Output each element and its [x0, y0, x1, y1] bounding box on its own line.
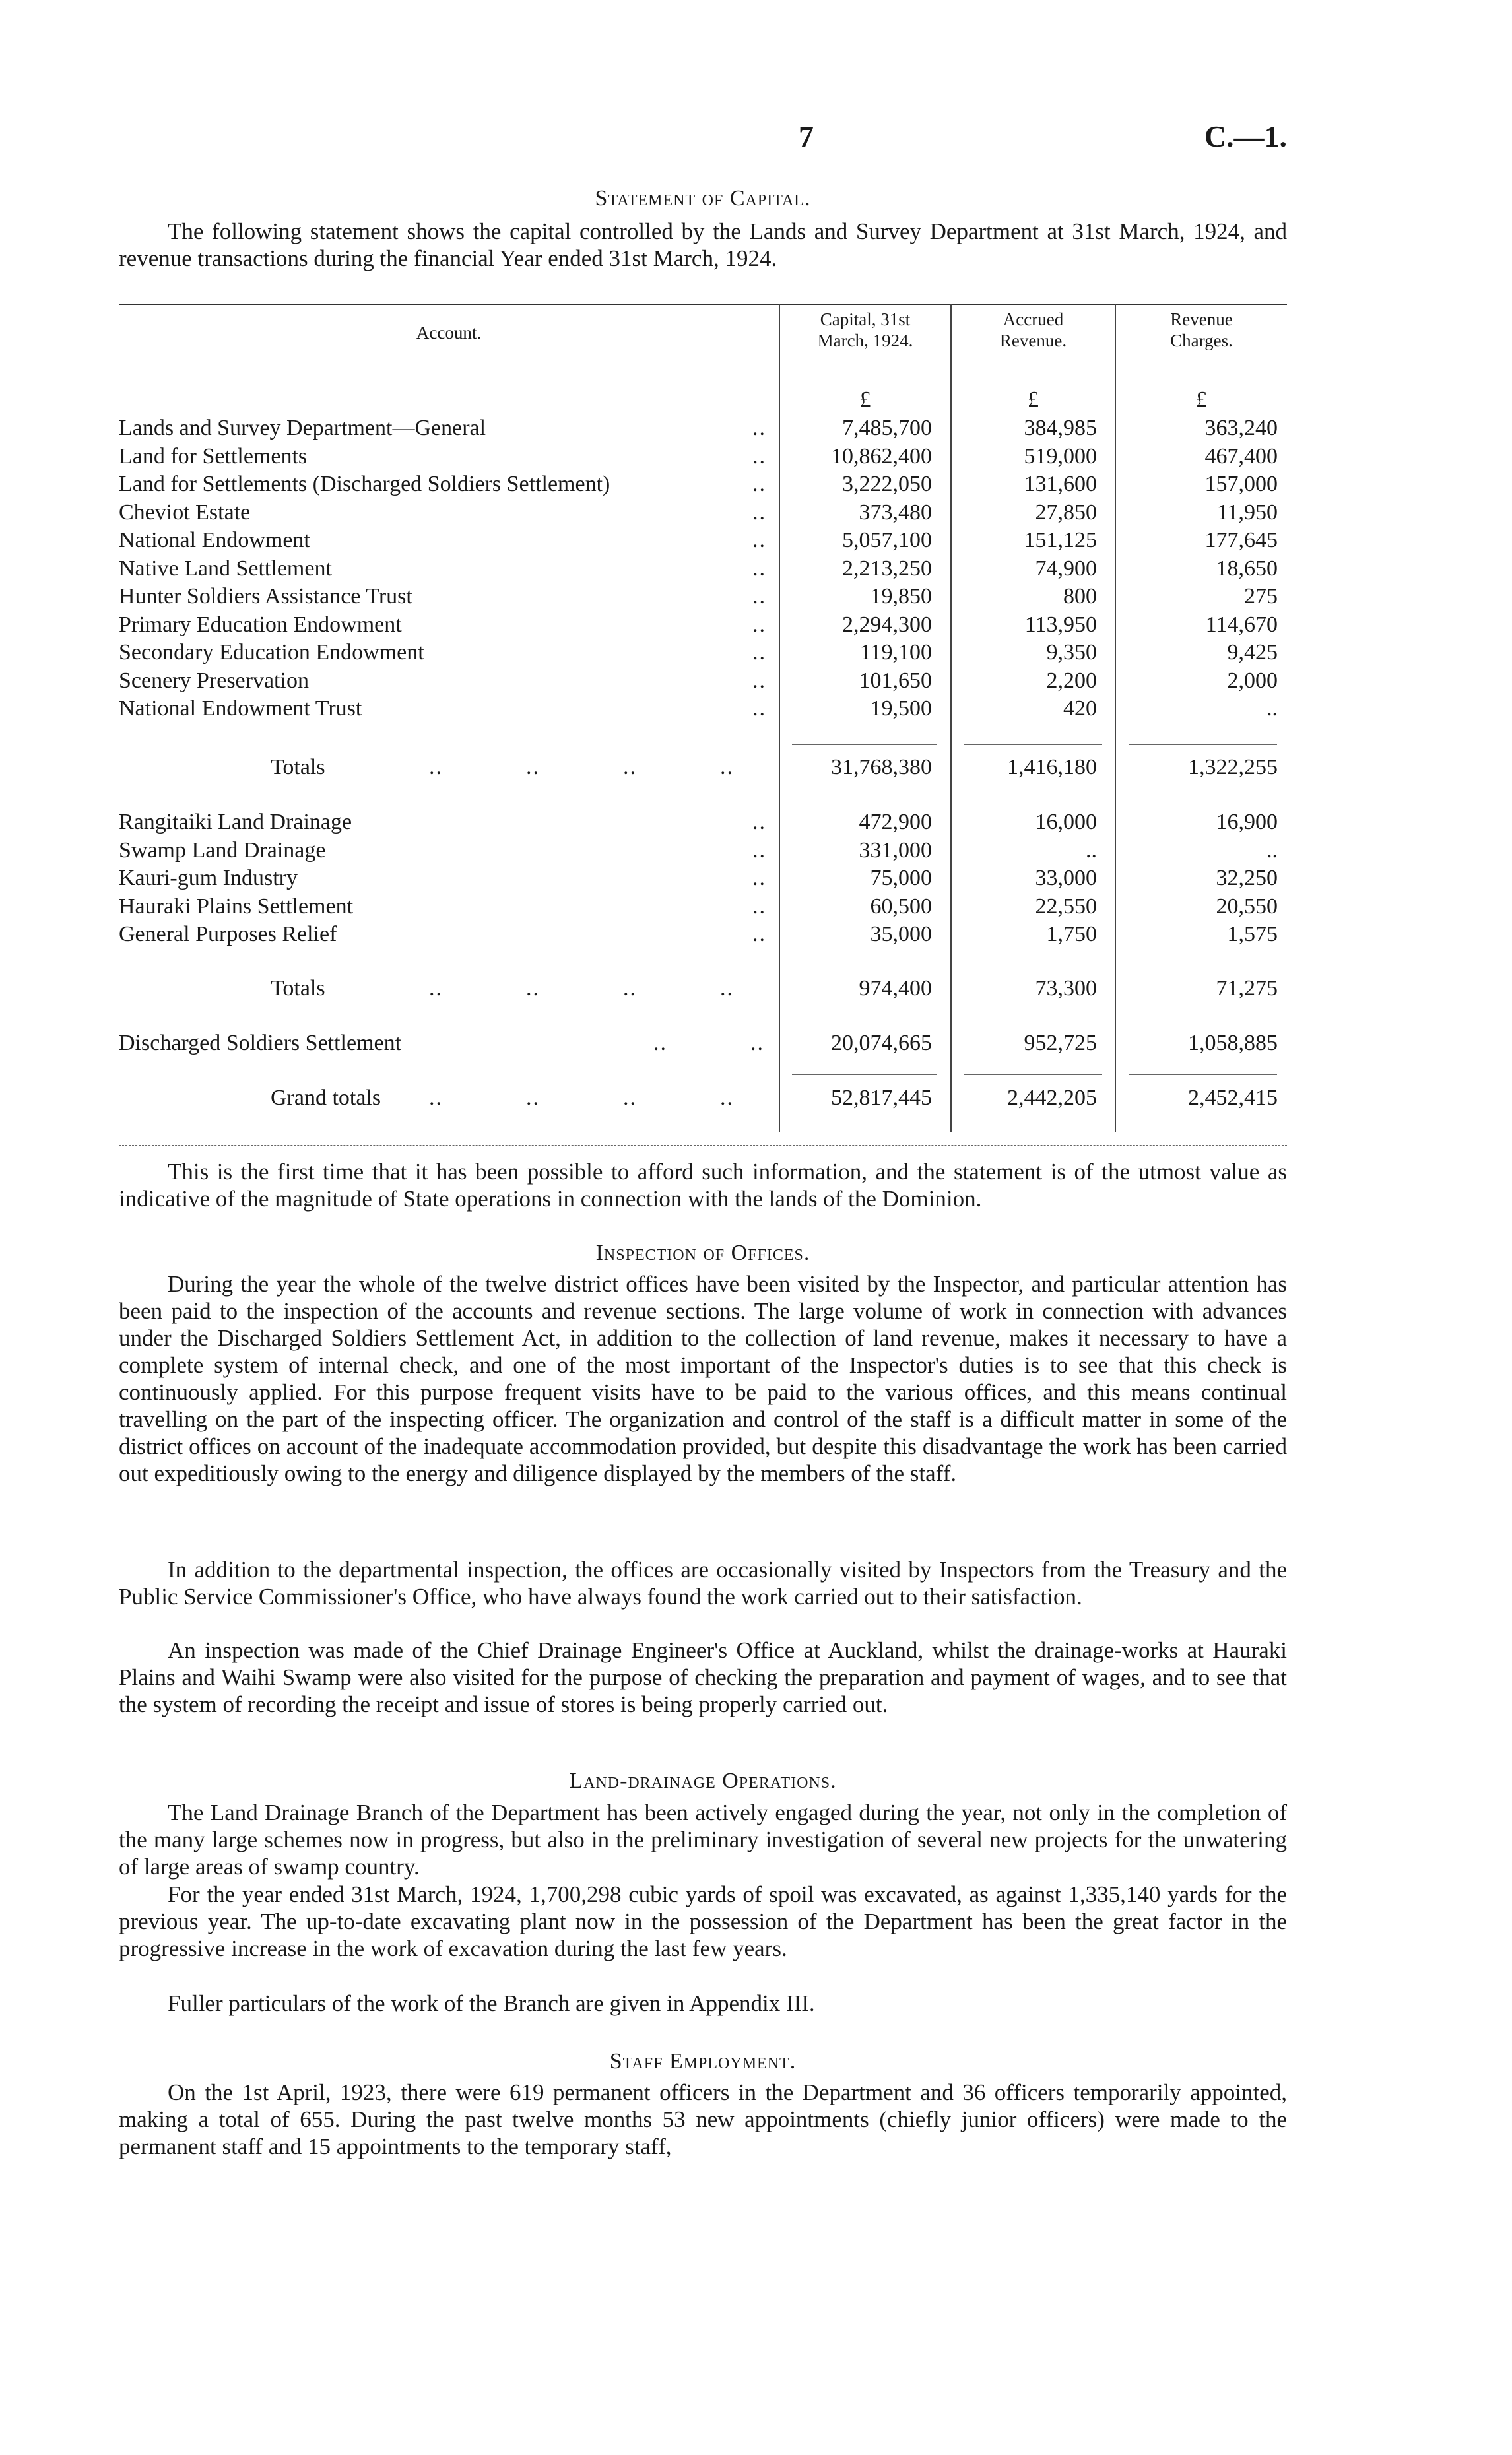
- leader-dots: ..: [752, 612, 766, 637]
- account-name: Land for Settlements (Discharged Soldiers Settlement): [119, 472, 610, 496]
- account-accrued: 131,600: [1024, 472, 1097, 496]
- leader-dots: ..: [752, 472, 766, 496]
- account-name: Cheviot Estate: [119, 500, 251, 525]
- account-accrued: 384,985: [1024, 416, 1097, 440]
- account-revenue: 11,950: [1216, 500, 1278, 525]
- account-name: Swamp Land Drainage: [119, 837, 326, 863]
- total2-revenue: 71,275: [1216, 976, 1278, 1000]
- grand-capital: 52,817,445: [831, 1086, 932, 1110]
- account-accrued: 22,550: [1035, 894, 1097, 919]
- account-revenue: 157,000: [1204, 472, 1278, 496]
- staff-p1: On the 1st April, 1923, there were 619 permanent officers in the Department and 36 officers temporarily appointed, making a total of 655. During the past twelve months 53 new appointments (chiefly junior officers) were made to the permanent staff and 15 appointments to the temporary staff,: [119, 2079, 1287, 2159]
- account-accrued: 9,350: [1046, 640, 1097, 665]
- account-name: Primary Education Endowment: [119, 612, 402, 637]
- account-accrued: 420: [1063, 696, 1097, 721]
- account-accrued: 33,000: [1035, 866, 1097, 890]
- header-accrued: Accrued Revenue.: [999, 310, 1067, 350]
- account-name: Land for Settlements: [119, 443, 308, 469]
- drainage-p3: Fuller particulars of the work of the Branch are given in Appendix III.: [168, 1990, 815, 2016]
- discharged-name: Discharged Soldiers Settlement: [119, 1031, 402, 1055]
- page-header: [119, 119, 1287, 165]
- capital-after: This is the first time that it has been possible to afford such information, and the statement is of the utmost value as indicative of the magnitude of State operations in connection with the lands of the Dominion.: [119, 1159, 1287, 1212]
- total1-accrued: 1,416,180: [1007, 755, 1097, 779]
- leader-dots: ..: [752, 528, 766, 552]
- account-accrued: 16,000: [1035, 810, 1097, 834]
- account-revenue: 467,400: [1204, 443, 1278, 469]
- grand-accrued: 2,442,205: [1007, 1086, 1097, 1110]
- account-revenue: ..: [1266, 696, 1278, 721]
- account-revenue: 363,240: [1204, 416, 1278, 440]
- account-capital: 2,294,300: [842, 612, 932, 637]
- account-revenue: 18,650: [1216, 556, 1278, 581]
- inspection-p1: During the year the whole of the twelve district offices have been visited by the Inspector, and particular attention has been paid to the inspection of the accounts and revenue sections. The large volume of work in connection with advances under the Discharged Soldiers Settlement Act, in addition to the collection of land revenue, makes it necessary to have a complete system of internal check, and one of the most important of the Inspector's duties is to see that this check is continuously applied. For this purpose frequent visits have to be paid to the various offices, and this means continual travelling on the part of the inspecting officer. The organization and control of the staff is a difficult matter in some of the district offices on account of the inadequate accommodation provided, but despite this disadvantage the work has been carried out expeditiously owing to the energy and diligence displayed by the members of the staff.: [119, 1271, 1287, 1486]
- account-accrued: 800: [1063, 584, 1097, 608]
- total2-capital: 974,400: [859, 976, 932, 1000]
- account-capital: 101,650: [859, 668, 932, 693]
- staff-heading: Staff Employment.: [609, 2049, 797, 2074]
- leader-dots: ..: [752, 443, 766, 469]
- total2-label: Totals: [271, 976, 325, 1000]
- document-reference: C.—1.: [1204, 119, 1287, 153]
- account-revenue: 20,550: [1216, 894, 1278, 919]
- discharged-accrued: 952,725: [1024, 1031, 1097, 1055]
- leader-dots: ..: [752, 584, 766, 608]
- account-accrued: ..: [1086, 837, 1097, 863]
- account-capital: 119,100: [859, 640, 932, 665]
- account-accrued: 1,750: [1046, 922, 1097, 946]
- grand-label: Grand totals: [271, 1086, 381, 1110]
- leader-dots: ..: [752, 640, 766, 665]
- account-accrued: 151,125: [1024, 528, 1097, 552]
- leader-dots: ..: [752, 810, 766, 834]
- currency-revenue: £: [1196, 387, 1207, 412]
- account-revenue: 1,575: [1227, 922, 1278, 946]
- header-capital: Capital, 31st March, 1924.: [817, 310, 913, 350]
- account-accrued: 74,900: [1035, 556, 1097, 581]
- total2-accrued: 73,300: [1035, 976, 1097, 1000]
- account-capital: 19,850: [870, 584, 932, 608]
- account-name: Secondary Education Endowment: [119, 640, 424, 665]
- leader-dots: ..: [752, 866, 766, 890]
- account-revenue: 2,000: [1227, 668, 1278, 693]
- account-revenue: 16,900: [1216, 810, 1278, 834]
- account-capital: 331,000: [859, 837, 932, 863]
- account-name: National Endowment Trust: [119, 696, 362, 721]
- account-capital: 3,222,050: [842, 472, 932, 496]
- account-capital: 35,000: [870, 922, 932, 946]
- leader-dots: ..: [752, 837, 766, 863]
- account-capital: 472,900: [859, 810, 932, 834]
- account-name: Scenery Preservation: [119, 668, 309, 693]
- account-name: Rangitaiki Land Drainage: [119, 810, 352, 834]
- account-capital: 7,485,700: [842, 416, 932, 440]
- inspection-p2: In addition to the departmental inspection, the offices are occasionally visited by Inspectors from the Treasury and the Public Service Commissioner's Office, who have always found the work carried out to their satisfaction.: [119, 1557, 1287, 1610]
- inspection-heading: Inspection of Offices.: [595, 1241, 810, 1265]
- leader-dots: ..: [752, 668, 766, 693]
- leader-dots: ..: [752, 416, 766, 440]
- account-capital: 373,480: [859, 500, 932, 525]
- account-capital: 5,057,100: [842, 528, 932, 552]
- account-name: National Endowment: [119, 528, 310, 552]
- currency-capital: £: [859, 387, 871, 412]
- page-number: 7: [799, 119, 814, 153]
- account-name: Hauraki Plains Settlement: [119, 894, 354, 919]
- inspection-p3: An inspection was made of the Chief Drainage Engineer's Office at Auckland, whilst the drainage-works at Hauraki Plains and Waihi Swamp were also visited for the purpose of checking the preparation and payment of wages, and to see that the system of recording the receipt and issue of stores is being properly carried out.: [119, 1637, 1287, 1717]
- total1-capital: 31,768,380: [831, 755, 932, 779]
- leader-dots: ..: [752, 894, 766, 919]
- account-revenue: 177,645: [1204, 528, 1278, 552]
- account-capital: 10,862,400: [831, 443, 932, 469]
- capital-heading: Statement of Capital.: [595, 186, 811, 211]
- discharged-capital: 20,074,665: [831, 1031, 932, 1055]
- currency-accrued: £: [1028, 387, 1039, 412]
- account-revenue: 275: [1244, 584, 1278, 608]
- account-capital: 2,213,250: [842, 556, 932, 581]
- grand-revenue: 2,452,415: [1188, 1086, 1278, 1110]
- drainage-p1: The Land Drainage Branch of the Department has been actively engaged during the year, not only in the completion of the many large schemes now in progress, but also in the preliminary investigation of several new projects for the unwatering of large areas of swamp country.: [119, 1800, 1287, 1880]
- account-capital: 19,500: [870, 696, 932, 721]
- account-name: Native Land Settlement: [119, 556, 332, 581]
- total1-revenue: 1,322,255: [1188, 755, 1278, 779]
- account-revenue: 32,250: [1216, 866, 1278, 890]
- drainage-heading: Land-drainage Operations.: [569, 1769, 837, 1793]
- account-name: Lands and Survey Department—General: [119, 416, 486, 440]
- leader-dots: ..: [752, 696, 766, 721]
- header-revenue: Revenue Charges.: [1170, 310, 1233, 350]
- account-accrued: 113,950: [1024, 612, 1097, 637]
- drainage-p2: For the year ended 31st March, 1924, 1,700,298 cubic yards of spoil was excavated, as against 1,335,140 yards for the previous year. The up-to-date excavating plant now in the possession of the Department has been the great factor in the progressive increase in the work of excavation during the last few years.: [119, 1882, 1287, 1961]
- capital-table: Account. Capital, 31st March, 1924. Accrued Revenue. Revenue Charges. £ £ £ Lands and Survey Department—General .. 7,485,700 384,985 363,240 Land for Settlements .. 10,862,400 519,000 467,400 Land for Settlements (Discharged Soldiers Settlement) .. 3,222,050 131,600 157,000 Cheviot Estate .. 373,480 27,850 11,950 National Endowment .. 5,057,100 151,125 177,645 Native Land Settlement .. 2,213,250 74,900 18,650 Hunter Soldiers Assistance Trust .. 19,850 800 275 Primary Education Endowment .. 2,294,300 113,950 114,670 Secondary Education Endowment .. 119,100 9,350 9,425 Scenery Preservation .. 101,650 2,200 2,000 National Endowment Trust .. 19,500 420 .. Totals .. .. .. .. 31,768,380 1,416,180 1,322,255 Rangitaiki Land Drainage .. 472,900 16,000 16,900 Swamp Land Drainage .. 331,000 .. .. Kauri-gum Industry .. 75,000 33,000 32,250 Hauraki Plains Settlement .. 60,500 22,550 20,550 General Purposes Relief .. 35,000 1,750 1,575 Totals .. .. .. .. 974,400 73,300 71,275 Discharged Soldiers Settlement .. .. 20,074,665 952,725 1,058,885 Grand totals .. .. .. .. 52,817,445 2,442,205 2,452,415: [119, 304, 1287, 1162]
- leader-dots: ..: [752, 556, 766, 581]
- account-name: Kauri-gum Industry: [119, 866, 298, 890]
- account-name: Hunter Soldiers Assistance Trust: [119, 584, 412, 608]
- capital-intro: The following statement shows the capital controlled by the Lands and Survey Department at 31st March, 1924, and revenue transactions during the financial Year ended 31st March, 1924.: [119, 218, 1287, 271]
- account-capital: 75,000: [870, 866, 932, 890]
- leader-dots: ..: [752, 922, 766, 946]
- account-revenue: 114,670: [1205, 612, 1278, 637]
- header-account: Account.: [416, 323, 482, 343]
- account-capital: 60,500: [870, 894, 932, 919]
- account-accrued: 27,850: [1035, 500, 1097, 525]
- account-revenue: ..: [1266, 837, 1278, 863]
- account-accrued: 519,000: [1024, 443, 1097, 469]
- total1-label: Totals: [271, 755, 325, 779]
- account-accrued: 2,200: [1046, 668, 1097, 693]
- account-name: General Purposes Relief: [119, 922, 337, 946]
- discharged-revenue: 1,058,885: [1188, 1031, 1278, 1055]
- account-revenue: 9,425: [1227, 640, 1278, 665]
- leader-dots: ..: [752, 500, 766, 525]
